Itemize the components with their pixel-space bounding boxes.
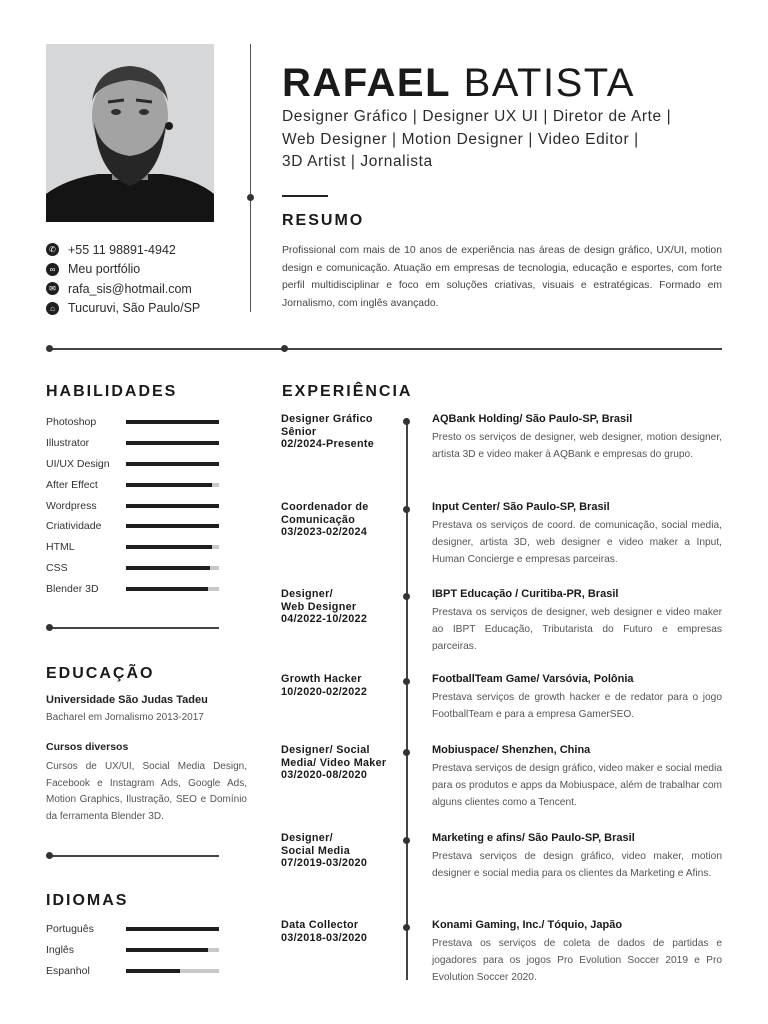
first-name: RAFAEL <box>282 61 451 105</box>
job-description: Prestava os serviços de designer, web designer e video maker ao IBPT Educação, Tributarista do Futuro e empresas parceiras. <box>432 607 722 652</box>
skill-level-bar <box>126 420 219 424</box>
skill-row <box>46 474 221 495</box>
skill-row <box>46 454 221 475</box>
language-level-bar <box>126 948 219 952</box>
skills-separator <box>49 627 219 629</box>
job-title-line: Designer/ Social <box>281 744 370 756</box>
job-title-line: Designer Gráfico <box>281 413 373 425</box>
job-titles-line: Web Designer | Motion Designer | Video Editor | <box>282 130 639 148</box>
contact-email <box>46 279 246 299</box>
language-level-bar <box>126 969 219 973</box>
skill-level-fill <box>126 545 212 549</box>
job-title-line: Sênior <box>281 425 317 438</box>
job-description: Prestava serviços de growth hacker e de redator para o jogo FootballTeam e para a empresa GamerSEO. <box>432 692 722 720</box>
link-icon: ∞ <box>46 263 59 276</box>
skill-level-fill <box>126 504 219 508</box>
skill-label: CSS <box>46 561 68 574</box>
skill-level-fill <box>126 420 219 424</box>
job-dates: 03/2023-02/2024 <box>281 526 368 538</box>
job-dates: 04/2022-10/2022 <box>281 613 368 625</box>
education-degree: Bacharel em Jornalismo 2013-2017 <box>46 712 204 723</box>
skill-level-fill <box>126 441 219 445</box>
language-level-fill <box>126 927 219 931</box>
language-label: Inglês <box>46 944 75 957</box>
job-dates: 07/2019-03/2020 <box>281 857 368 869</box>
job-role <box>281 744 406 782</box>
phone-icon: ✆ <box>46 243 59 256</box>
skills-list <box>46 412 221 599</box>
summary-heading: RESUMO <box>282 212 365 229</box>
header-vertical-divider <box>250 44 251 312</box>
job-company: Mobiuspace/ Shenzhen, China <box>432 744 591 756</box>
skill-level-bar <box>126 566 219 570</box>
phone-text: +55 11 98891-4942 <box>68 242 176 257</box>
job-title-line: Media/ Video Maker <box>281 756 387 769</box>
education-school: Universidade São Judas Tadeu <box>46 694 208 706</box>
timeline-dot <box>403 749 410 756</box>
skill-row <box>46 433 221 454</box>
summary-text: Profissional com mais de 10 anos de experiência nas áreas de design gráfico, UX/UI, motion design e comunicação. Atuação em empresas de tecnologia, educação e esportes, com forte perfil multidisciplinar e foco em soluções criativas, visuais e estratégicas. Formado em Jornalismo, com inglês avançado. <box>282 245 722 309</box>
skill-level-bar <box>126 524 219 528</box>
separator-dot <box>46 624 53 631</box>
skill-label: HTML <box>46 541 75 554</box>
timeline-dot <box>403 924 410 931</box>
skill-label: After Effect <box>46 478 98 491</box>
portfolio-link[interactable]: Meu portfólio <box>68 262 141 277</box>
job-role <box>281 501 406 539</box>
contact-location <box>46 299 246 319</box>
job-company: IBPT Educação / Curitiba-PR, Brasil <box>432 588 619 600</box>
job-role <box>281 588 406 626</box>
language-row <box>46 940 221 961</box>
separator-dot <box>46 852 53 859</box>
courses-text: Cursos de UX/UI, Social Media Design, Facebook e Instagram Ads, Google Ads, Motion Graphics, Ilustração, SEO e Domínio da ferramenta Blender 3D. <box>46 761 247 822</box>
skill-row <box>46 558 221 579</box>
skill-level-fill <box>126 587 208 591</box>
language-row <box>46 961 221 982</box>
skill-level-fill <box>126 566 210 570</box>
job-company: Konami Gaming, Inc./ Tóquio, Japão <box>432 919 623 931</box>
job-dates: 03/2020-08/2020 <box>281 769 368 781</box>
job-description: Prestava serviços de design gráfico, video maker e social media para os produtos e apps da Mobiuspace, além de trabalhar com alguns clientes como a Tencent. <box>432 763 722 808</box>
job-title-line: Designer/ <box>281 832 333 844</box>
education-heading: EDUCAÇÃO <box>46 665 155 682</box>
section-separator <box>49 348 722 350</box>
timeline-dot <box>403 837 410 844</box>
email-icon: ✉ <box>46 282 59 295</box>
skill-row <box>46 412 221 433</box>
job-description: Presto os serviços de designer, web designer, motion designer, artista 3D e video maker à AQBank e empresas do grupo. <box>432 432 722 460</box>
language-label: Português <box>46 923 94 936</box>
language-level-fill <box>126 969 180 973</box>
divider-dot <box>247 194 254 201</box>
experience-heading: EXPERIÊNCIA <box>282 383 413 400</box>
skills-heading: HABILIDADES <box>46 383 178 400</box>
skill-level-bar <box>126 587 219 591</box>
job-titles <box>282 106 722 174</box>
job-company: AQBank Holding/ São Paulo-SP, Brasil <box>432 413 633 425</box>
job-dates: 02/2024-Presente <box>281 438 375 450</box>
skill-label: Criatividade <box>46 520 102 533</box>
job-company: Marketing e afins/ São Paulo-SP, Brasil <box>432 832 635 844</box>
separator-dot <box>46 345 53 352</box>
job-dates: 03/2018-03/2020 <box>281 931 368 944</box>
skill-row <box>46 495 221 516</box>
language-level-fill <box>126 948 208 952</box>
job-role <box>281 919 406 944</box>
job-role <box>281 832 406 870</box>
skill-row <box>46 537 221 558</box>
skill-level-bar <box>126 483 219 487</box>
experience-timeline <box>406 418 408 980</box>
language-level-bar <box>126 927 219 931</box>
timeline-dot <box>403 506 410 513</box>
languages-list <box>46 919 221 981</box>
skill-label: UI/UX Design <box>46 457 110 470</box>
language-label: Espanhol <box>46 964 90 977</box>
job-title-line: Social Media <box>281 844 351 857</box>
skill-level-fill <box>126 462 219 466</box>
skill-level-bar <box>126 462 219 466</box>
job-title-line: Data Collector <box>281 919 359 931</box>
job-title-line: Growth Hacker <box>281 673 362 685</box>
language-row <box>46 919 221 940</box>
skill-level-bar <box>126 441 219 445</box>
job-title-line: Designer/ <box>281 588 333 600</box>
skill-level-fill <box>126 483 212 487</box>
skill-label: Wordpress <box>46 499 97 512</box>
job-role <box>281 413 406 451</box>
skill-row <box>46 516 221 537</box>
profile-photo <box>46 44 214 222</box>
separator-dot <box>281 345 288 352</box>
skill-label: Blender 3D <box>46 582 99 595</box>
skill-level-bar <box>126 504 219 508</box>
skill-label: Photoshop <box>46 416 97 429</box>
timeline-dot <box>403 418 410 425</box>
contact-portfolio[interactable] <box>46 260 246 280</box>
skill-row <box>46 578 221 599</box>
skill-level-bar <box>126 545 219 549</box>
email-text: rafa_sis@hotmail.com <box>68 281 192 296</box>
education-separator <box>49 855 219 857</box>
full-name <box>282 60 635 106</box>
timeline-dot <box>403 678 410 685</box>
job-role <box>281 673 406 698</box>
job-company: Input Center/ São Paulo-SP, Brasil <box>432 501 610 513</box>
job-company: FootballTeam Game/ Varsóvia, Polônia <box>432 673 634 685</box>
languages-heading: IDIOMAS <box>46 892 129 909</box>
courses-heading: Cursos diversos <box>46 741 129 753</box>
job-description: Prestava os serviços de coleta de dados de partidas e jogadores para os jogos Pro Evolution Soccer 2019 e Pro Evolution Soccer 2020. <box>432 938 722 983</box>
skill-label: Illustrator <box>46 437 90 450</box>
location-text: Tucuruvi, São Paulo/SP <box>68 301 201 316</box>
job-titles-line: 3D Artist | Jornalista <box>282 153 433 170</box>
contact-list <box>46 240 246 318</box>
job-titles-line: Designer Gráfico | Designer UX UI | Diretor de Arte | <box>282 108 672 125</box>
skill-level-fill <box>126 524 219 528</box>
summary-rule <box>282 195 328 197</box>
job-description: Prestava serviços de design gráfico, video maker, motion designer e social media para os clientes da Marketing e Afins. <box>432 851 722 879</box>
contact-phone <box>46 240 246 260</box>
last-name: BATISTA <box>463 61 635 105</box>
job-title-line: Comunicação <box>281 513 356 526</box>
job-title-line: Coordenador de <box>281 501 369 513</box>
home-icon: ⌂ <box>46 302 59 315</box>
job-title-line: Web Designer <box>281 600 357 613</box>
job-dates: 10/2020-02/2022 <box>281 685 368 698</box>
timeline-dot <box>403 593 410 600</box>
job-description: Prestava os serviços de coord. de comunicação, social media, designer, artista 3D, web designer e video maker a Input, Human Concierge e empresas parceiras. <box>432 520 722 565</box>
